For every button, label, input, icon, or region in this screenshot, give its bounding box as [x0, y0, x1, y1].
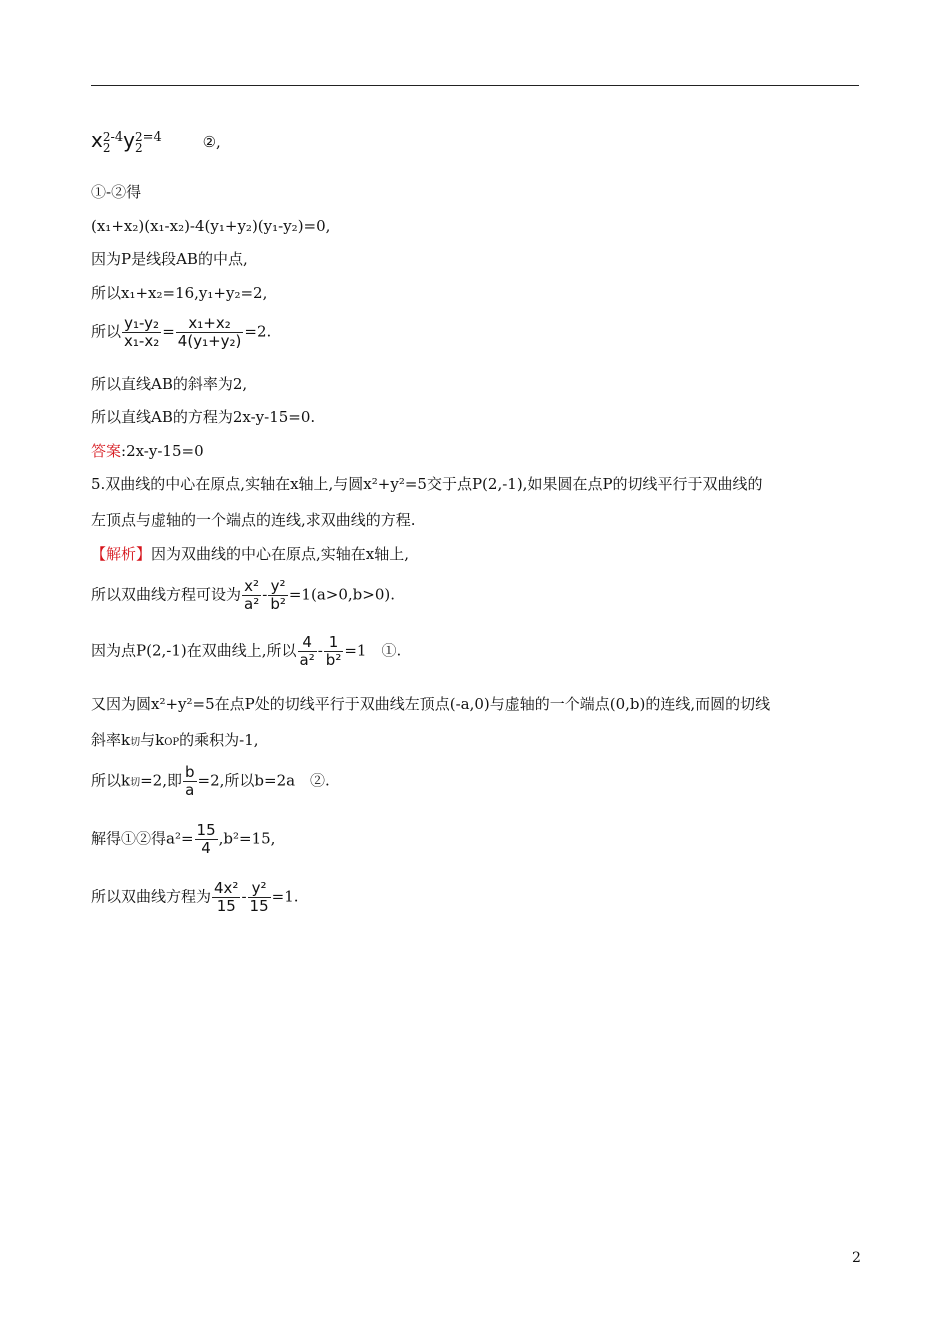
fraction: $\frac{4}{\text{a²}}$: [299, 633, 315, 669]
line-sums: 所以x₁+x₂=16,y₁+y₂=2,: [91, 284, 268, 302]
line-factor: (x₁+x₂)(x₁-x₂)-4(y₁+y₂)(y₁-y₂)=0,: [91, 217, 331, 235]
fraction: $\frac{\text{x²}}{\text{a²}}$: [244, 577, 260, 613]
line-product: 斜率k切与kOP的乘积为-1,: [91, 731, 259, 749]
line-slope: 所以直线AB的斜率为2,: [91, 375, 248, 393]
solution-label: 【解析】: [91, 545, 152, 563]
fraction: $\frac{1}{\text{b²}}$: [325, 633, 342, 669]
line-solve: 解得①②得a²= $\frac{15}{4}$ ,b²=15,: [91, 821, 276, 857]
fraction: $\frac{\text{y²}}{15}$: [249, 879, 269, 915]
line-tangent: 又因为圆x²+y²=5在点P处的切线平行于双曲线左顶点(-a,0)与虚轴的一个端点(0,b)的连线,而圆的切线: [91, 695, 771, 713]
fraction: $\frac{b}{a}$: [184, 763, 195, 799]
answer-line: 答案:2x-y-15=0: [91, 442, 204, 460]
fraction: $\frac{\text{x₁+x₂}}{\text{4(y₁+y₂)}}$: [177, 314, 242, 350]
line-midpoint: 因为P是线段AB的中点,: [91, 250, 248, 268]
line-point-on-hyperbola: 因为点P(2,-1)在双曲线上,所以 $\frac{4}{\text{a²}}$ - $\frac{1}{\text{b²}}$ =1 ①.: [91, 633, 402, 669]
question-5-line-2: 左顶点与虚轴的一个端点的连线,求双曲线的方程.: [91, 511, 416, 529]
fraction: $\frac{15}{4}$: [196, 821, 216, 857]
fraction: $\frac{\text{y₁-y₂}}{\text{x₁-x₂}}$: [124, 314, 160, 350]
fraction: $\frac{\text{4x²}}{15}$: [214, 879, 239, 915]
question-5-line-1: 5.双曲线的中心在原点,实轴在x轴上,与圆x²+y²=5交于点P(2,-1),如果圆在点P的切线平行于双曲线的: [91, 475, 763, 493]
page-number: 2: [852, 1250, 861, 1266]
solution-intro: 【解析】因为双曲线的中心在原点,实轴在x轴上,: [91, 545, 410, 563]
line-slope-fraction: 所以 $\frac{\text{y₁-y₂}}{\text{x₁-x₂}}$ = $\frac{\text{x₁+x₂}}{\text{4(y₁+y₂)}}$ =2.: [91, 314, 272, 350]
line-hyperbola-form: 所以双曲线方程可设为 $\frac{\text{x²}}{\text{a²}}$ - $\frac{\text{y²}}{\text{b²}}$ =1(a>0,b>0).: [91, 577, 395, 613]
equation-2: x 2 2 -4y 2 2 =4 ②,: [91, 128, 221, 155]
line-equation: 所以直线AB的方程为2x-y-15=0.: [91, 408, 316, 426]
answer-label: 答案: [91, 442, 122, 460]
fraction: $\frac{\text{y²}}{\text{b²}}$: [270, 577, 286, 613]
line-subtract: ①-②得: [91, 183, 142, 201]
line-final-equation: 所以双曲线方程为 $\frac{\text{4x²}}{15}$ - $\frac{\text{y²}}{15}$ =1.: [91, 879, 299, 915]
line-b-equals-2a: 所以k切=2,即 $\frac{b}{a}$ =2,所以b=2a ②.: [91, 763, 330, 799]
header-rule: [91, 85, 859, 86]
